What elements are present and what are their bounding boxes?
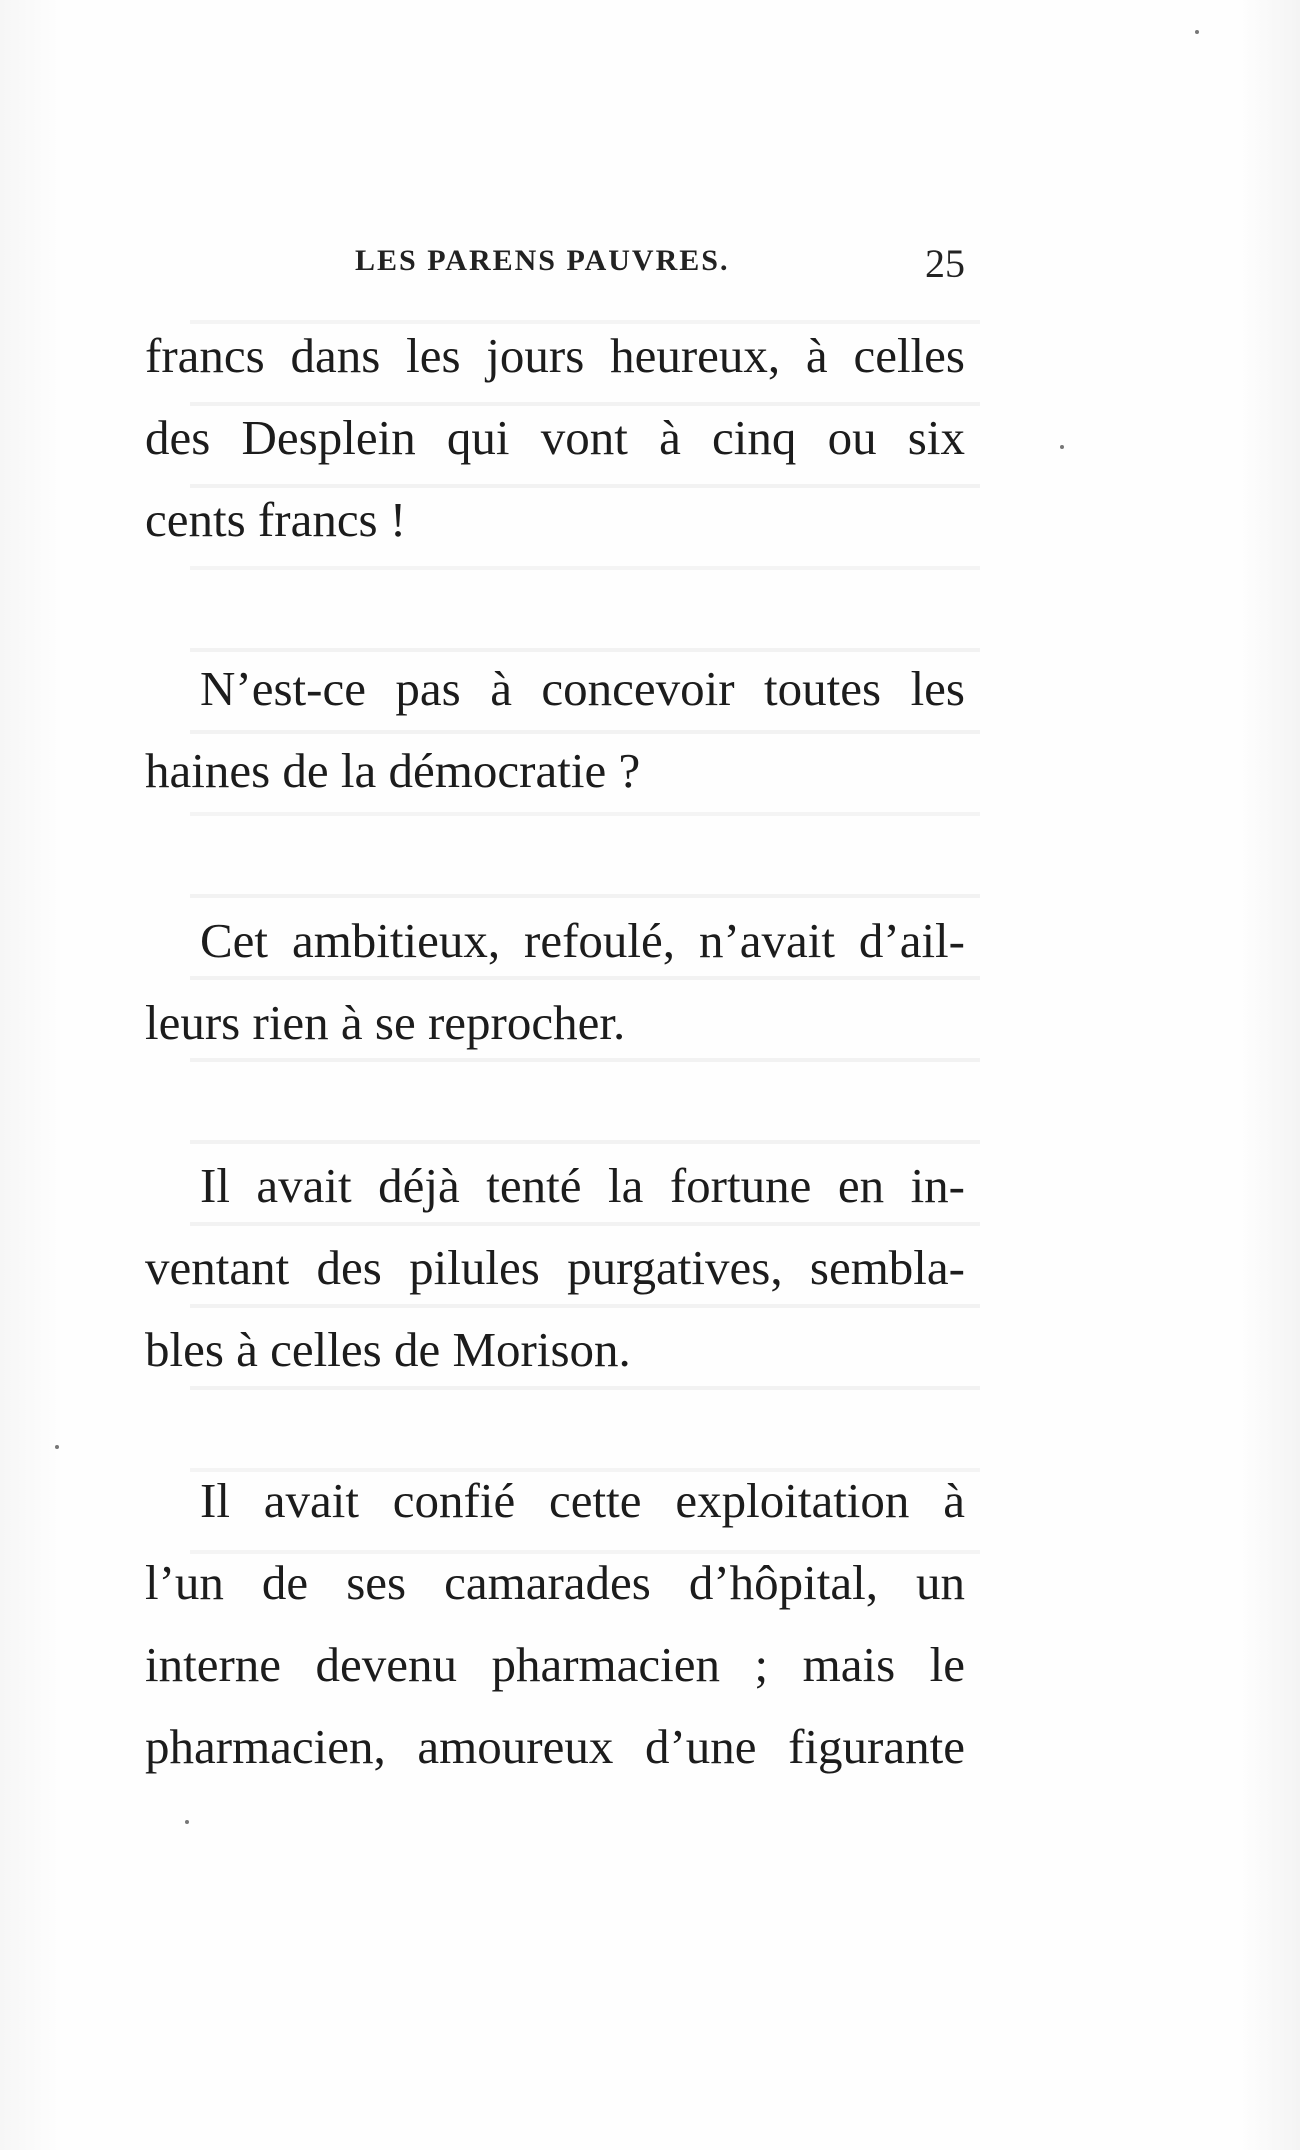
paper-speck bbox=[55, 1445, 59, 1449]
text-line: haines de la démocratie ? bbox=[145, 743, 641, 798]
text-line: leurs rien à se reprocher. bbox=[145, 995, 626, 1050]
paper-speck bbox=[1195, 30, 1199, 34]
page-header bbox=[355, 240, 965, 290]
paper-speck bbox=[185, 1820, 189, 1824]
text-line: interne devenu pharmacien ; mais le bbox=[145, 1637, 965, 1692]
running-title: LES PARENS PAUVRES. bbox=[355, 244, 730, 277]
paper-speck bbox=[1060, 445, 1064, 449]
text-line: l’un de ses camarades d’hôpital, un bbox=[145, 1555, 965, 1610]
text-line: bles à celles de Morison. bbox=[145, 1322, 631, 1377]
paragraph-3 bbox=[145, 900, 965, 1064]
paragraph-1 bbox=[145, 315, 965, 561]
paragraph-4 bbox=[145, 1145, 965, 1391]
text-line: Cet ambitieux, refoulé, n’avait d’ail- bbox=[200, 913, 965, 968]
page-number: 25 bbox=[925, 241, 965, 286]
text-line: N’est-ce pas à concevoir toutes les bbox=[200, 661, 965, 716]
paragraph-5 bbox=[145, 1460, 965, 1788]
text-line: Il avait confié cette exploitation à bbox=[200, 1473, 965, 1528]
paragraph-2 bbox=[145, 648, 965, 812]
text-line: francs dans les jours heureux, à celles bbox=[145, 328, 965, 383]
text-line: ventant des pilules purgatives, sembla- bbox=[145, 1240, 965, 1295]
text-line: pharmacien, amoureux d’une figurante bbox=[145, 1719, 965, 1774]
text-line: des Desplein qui vont à cinq ou six bbox=[145, 410, 965, 465]
text-line: Il avait déjà tenté la fortune en in- bbox=[200, 1158, 965, 1213]
text-line: cents francs ! bbox=[145, 492, 407, 547]
